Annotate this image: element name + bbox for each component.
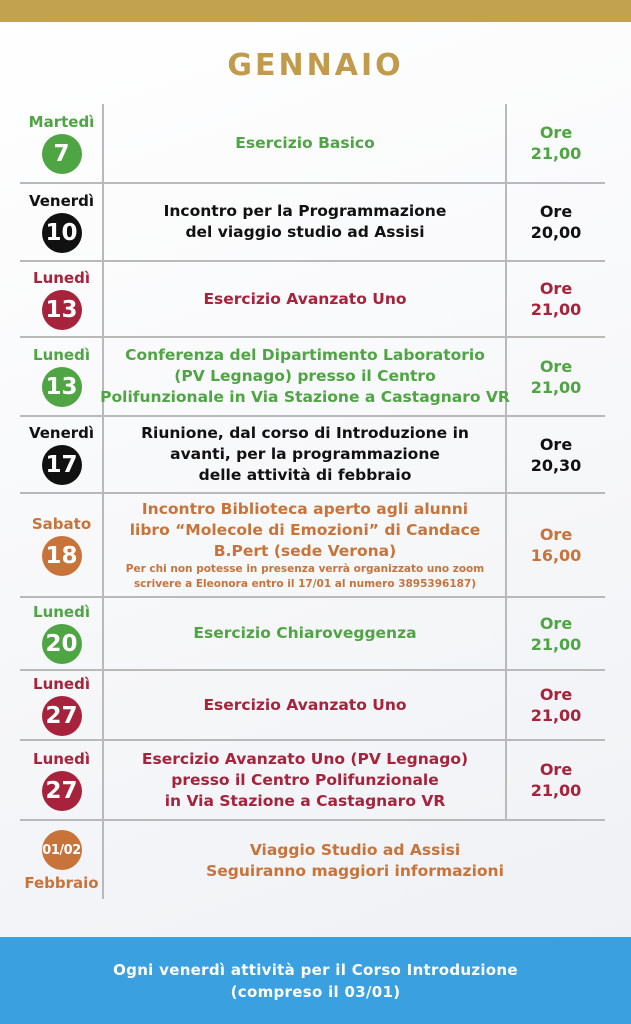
time-value: 21,00: [530, 377, 582, 397]
event-time: [507, 338, 605, 415]
day-number-badge: 17: [42, 445, 82, 485]
event-description: [105, 494, 505, 596]
time-value: 21,00: [530, 300, 582, 319]
event-row: [20, 184, 605, 262]
event-date: [20, 417, 103, 492]
event-time: [507, 598, 605, 669]
event-description: [105, 671, 505, 739]
event-description: [100, 338, 510, 415]
event-date: [20, 262, 103, 336]
event-description-line: Esercizio Chiaroveggenza: [193, 624, 417, 642]
footer-line-1: Ogni venerdì attività per il Corso Introduzione: [113, 960, 518, 979]
event-row: [20, 741, 605, 821]
event-description-line: (PV Legnago) presso il Centro: [174, 367, 436, 385]
event-time: [507, 184, 605, 260]
event-description-line: B.Pert (sede Verona): [213, 541, 397, 560]
event-row: [20, 104, 605, 184]
event-description: [105, 417, 505, 492]
day-number-badge: 18: [42, 536, 82, 576]
day-number-badge: 7: [42, 134, 82, 174]
event-time: [507, 494, 605, 596]
event-description-line: presso il Centro Polifunzionale: [171, 770, 439, 789]
time-value: 21,00: [530, 781, 582, 800]
day-name: Sabato: [31, 514, 92, 533]
event-date: [20, 598, 103, 669]
event-description-line: in Via Stazione a Castagnaro VR: [164, 791, 446, 810]
event-date: [20, 184, 103, 260]
event-description: [105, 741, 505, 819]
day-name: Martedì: [28, 112, 95, 131]
event-description-line: Incontro per la Programmazione: [163, 202, 447, 220]
event-row: [20, 338, 605, 417]
time-label: Ore: [539, 525, 573, 544]
time-label: Ore: [539, 760, 573, 779]
time-label: Ore: [539, 202, 573, 221]
footer-banner: [0, 937, 631, 1024]
event-time: [507, 262, 605, 336]
event-description-line: Esercizio Basico: [235, 133, 375, 152]
event-description: [105, 262, 505, 336]
event-description-line: delle attività di febbraio: [198, 466, 412, 484]
event-row: [20, 494, 605, 598]
event-description-line: Polifunzionale in Via Stazione a Castagnaro VR: [100, 388, 510, 406]
event-description-line: Riunione, dal corso di Introduzione in: [141, 424, 469, 442]
event-date: [20, 671, 103, 739]
event-date: [20, 741, 103, 819]
event-description-line: Viaggio Studio ad Assisi: [249, 841, 461, 859]
time-label: Ore: [539, 613, 573, 633]
event-time: [507, 417, 605, 492]
event-description: [105, 821, 605, 901]
day-name: Venerdì: [28, 191, 95, 210]
day-number-badge: 20: [42, 624, 82, 664]
event-description-line: Esercizio Avanzato Uno: [203, 695, 407, 714]
event-note-line: Per chi non potesse in presenza verrà organizzato uno zoom: [125, 562, 485, 575]
event-note-line: scrivere a Eleonora entro il 17/01 al numero 3895396187): [133, 577, 477, 590]
event-description-line: libro “Molecole di Emozioni” di Candace: [129, 520, 481, 539]
day-name: Lunedì: [33, 268, 90, 287]
footer-line-2: (compreso il 03/01): [230, 982, 401, 1001]
event-description-line: avanti, per la programmazione: [170, 445, 440, 463]
month-name: Febbraio: [24, 874, 99, 892]
event-date: [20, 338, 103, 415]
time-label: Ore: [539, 356, 573, 376]
day-name: Lunedì: [33, 346, 90, 364]
event-description-line: Esercizio Avanzato Uno: [203, 289, 407, 308]
time-label: Ore: [539, 123, 573, 142]
event-time: [507, 104, 605, 182]
time-value: 20,00: [530, 223, 582, 242]
top-gold-bar: [0, 0, 631, 22]
day-number-badge: 01/02: [42, 830, 82, 870]
time-label: Ore: [539, 685, 573, 704]
event-description: [105, 184, 505, 260]
event-description: [105, 104, 505, 182]
day-name: Lunedì: [33, 674, 90, 693]
event-description: [105, 598, 505, 669]
event-date: [20, 104, 103, 182]
event-row: [20, 417, 605, 494]
event-row: [20, 598, 605, 671]
day-name: Lunedì: [33, 749, 90, 768]
event-description-line: Incontro Biblioteca aperto agli alunni: [141, 499, 469, 518]
day-number-badge: 13: [42, 367, 82, 407]
event-row: [20, 262, 605, 338]
event-description-line: del viaggio studio ad Assisi: [185, 223, 425, 241]
time-value: 16,00: [530, 546, 582, 565]
day-number-badge: 13: [42, 290, 82, 330]
event-description-line: Seguiranno maggiori informazioni: [206, 862, 504, 880]
day-number-badge: 27: [42, 771, 82, 811]
day-number-badge: 10: [42, 213, 82, 253]
day-name: Lunedì: [33, 603, 90, 621]
time-label: Ore: [539, 279, 573, 298]
time-label: Ore: [539, 434, 573, 454]
page-title: GENNAIO: [227, 48, 404, 83]
event-time: [507, 741, 605, 819]
day-name: Venerdì: [28, 424, 95, 442]
time-value: 21,00: [530, 706, 582, 725]
event-time: [507, 671, 605, 739]
time-value: 20,30: [530, 455, 582, 475]
time-value: 21,00: [530, 634, 582, 654]
event-date: [20, 821, 103, 901]
event-description-line: Conferenza del Dipartimento Laboratorio: [125, 346, 485, 364]
day-number-badge: 27: [42, 696, 82, 736]
event-description-line: Esercizio Avanzato Uno (PV Legnago): [141, 749, 469, 768]
event-row: [20, 821, 605, 901]
event-date: [20, 494, 103, 596]
time-value: 21,00: [530, 144, 582, 163]
event-row: [20, 671, 605, 741]
